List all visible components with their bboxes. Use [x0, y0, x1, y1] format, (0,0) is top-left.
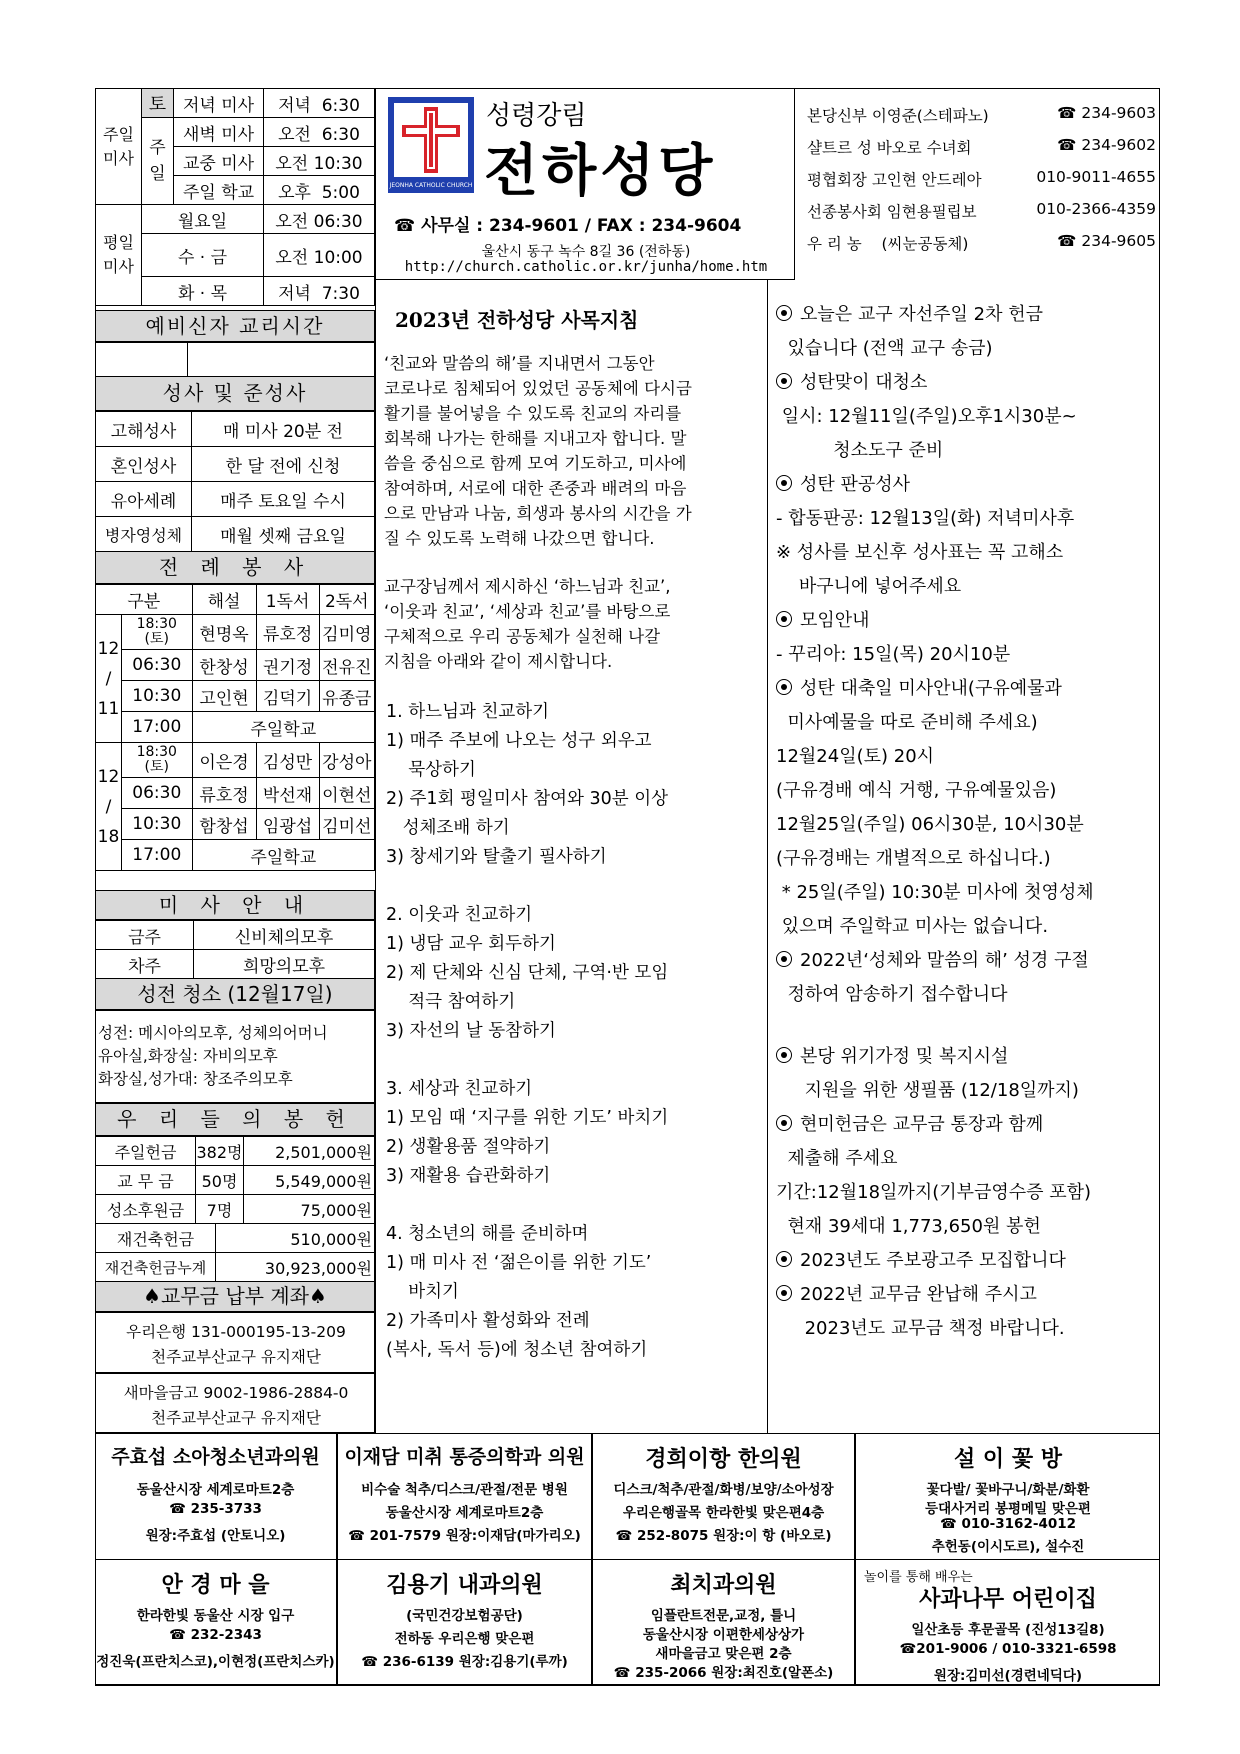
liturgy-header: 구분	[96, 585, 193, 615]
notice-line	[776, 980, 1008, 1006]
offering-title: 우 리 들 의 봉 헌	[95, 1103, 375, 1136]
pastoral-section-item: 1) 매주 주보에 나오는 성구 외우고	[386, 731, 652, 751]
bullet-icon	[776, 1115, 792, 1131]
pastoral-intro-line: 으로 만남과 나눔, 희생과 봉사의 시간을 가	[384, 504, 692, 523]
offering-name: 주일헌금	[96, 1137, 196, 1166]
mass-name: 주일 학교	[174, 176, 264, 205]
notice-text: 정하여 암송하기 접수합니다	[776, 984, 1008, 1005]
contact-phone: ☎ 234-9605	[1057, 232, 1156, 250]
liturgy-person: 박선재	[256, 778, 319, 809]
sacrament-name: 고해성사	[96, 412, 192, 447]
pastoral-section-item: 2) 주1회 평일미사 참여와 30분 이상	[386, 789, 669, 809]
liturgy-person: 함창섭	[192, 809, 256, 840]
cleaning-line: 유아실,화장실: 자비의모후	[98, 1047, 278, 1065]
liturgy-time: 17:00	[122, 840, 193, 871]
notice-text: 기간:12월18일까지(기부금영수증 포함)	[776, 1182, 1092, 1203]
notice-line	[776, 334, 993, 360]
liturgy-person: 현명옥	[192, 615, 256, 650]
liturgy-header: 해설	[192, 585, 256, 615]
pastoral-section-item: 2) 제 단체와 신심 단체, 구역·반 모임	[386, 963, 669, 983]
cleaning-title: 성전 청소 (12월17일)	[95, 978, 375, 1010]
liturgy-time: 06:30	[122, 778, 193, 809]
bullet-icon	[776, 1285, 792, 1301]
pastoral-intro-line: 코로나로 침체되어 있었던 공동체에 다시금	[384, 379, 692, 398]
liturgy-person: 전유진	[319, 650, 374, 681]
ad-line: (국민건강보험공단)	[406, 1608, 523, 1624]
notice-line	[776, 878, 1094, 904]
notices-column	[767, 280, 1160, 1433]
pastoral-section-item: 묵상하기	[386, 760, 476, 780]
pastoral-column	[375, 280, 767, 1433]
liturgy-person: 임광섭	[256, 809, 319, 840]
weekday-time: 저녁 7:30	[264, 277, 375, 306]
notice-text: (구유경배 예식 거행, 구유예물있음)	[776, 780, 1057, 801]
ad-line: 일산초등 후문골목 (진성13길8)	[911, 1622, 1105, 1638]
notice-text: 오늘은 교구 자선주일 2차 헌금	[800, 304, 1043, 325]
sacraments-table	[95, 411, 375, 552]
ad-title: 최치과의원	[670, 1573, 777, 1598]
pastoral-intro2-line: ‘이웃과 친교’, ‘세상과 친교’를 바탕으로	[384, 602, 671, 621]
pastoral-section-head: 1. 하느님과 친교하기	[386, 702, 550, 722]
offering-amount: 2,501,000원	[244, 1137, 375, 1166]
logo-caption: 성령강림	[486, 101, 587, 131]
church-logo-icon	[388, 97, 474, 193]
liturgy-person: 한창성	[192, 650, 256, 681]
account-line: 우리은행 131-000195-13-209	[126, 1323, 346, 1341]
ad-line: ☎ 232-2343	[169, 1627, 262, 1643]
contact-phone: ☎ 234-9603	[1057, 104, 1156, 122]
weekday-mass-label: 평일 미사	[96, 205, 142, 306]
notice-text: 제출해 주세요	[776, 1148, 898, 1169]
contact-phone: 010-9011-4655	[1036, 168, 1156, 186]
notice-heading	[776, 368, 927, 394]
liturgy-person: 강성아	[319, 743, 374, 778]
pastoral-intro-line: ‘친교와 말씀의 해’를 지내면서 그동안	[384, 354, 655, 373]
sacrament-name: 유아세례	[96, 482, 192, 517]
notice-text: 2022년‘성체와 말씀의 해’ 성경 구절	[800, 950, 1089, 971]
mass-time: 저녁 6:30	[264, 89, 375, 118]
weekday-time: 오전 06:30	[264, 205, 375, 234]
notice-line	[776, 1076, 1079, 1102]
ad-line: 추헌동(이시도르), 설수진	[931, 1539, 1085, 1555]
sunday-mass-label: 주일 미사	[96, 89, 142, 205]
notice-text: 성탄 판공성사	[800, 474, 911, 495]
ad-box	[95, 1560, 337, 1686]
mass-times-table	[95, 88, 375, 306]
ad-line: ☎ 201-7579 원장:이재담(마가리오)	[348, 1528, 581, 1544]
offering-name: 재건축헌금	[96, 1224, 216, 1253]
notice-heading	[776, 1110, 1043, 1136]
notice-heading	[776, 300, 1043, 326]
pastoral-section-item: 바치기	[386, 1282, 459, 1302]
notice-line	[776, 538, 1063, 564]
liturgy-person: 류호정	[192, 778, 256, 809]
ad-pretitle: 놀이를 통해 배우는	[864, 1570, 973, 1585]
ad-line: 동울산시장 세계로마트2층	[136, 1482, 295, 1498]
liturgy-time: 06:30	[122, 650, 193, 681]
liturgy-date: 12 / 11	[96, 615, 122, 743]
logo-small-text: JEONHA CATHOLIC CHURCH	[389, 182, 473, 189]
mass-guide-week: 차주	[96, 950, 194, 979]
ad-line: 새마을금고 맞은편 2층	[655, 1646, 792, 1662]
ad-line: ☎ 252-8075 원장:이 항 (바오로)	[615, 1528, 832, 1544]
contacts	[795, 88, 1160, 280]
ad-box	[592, 1560, 855, 1686]
liturgy-time: 17:00	[122, 712, 193, 743]
sacrament-value: 매 미사 20분 전	[192, 412, 375, 447]
mass-guide-table	[95, 920, 375, 979]
pastoral-section-item: 3) 재활용 습관화하기	[386, 1166, 551, 1186]
notice-heading	[776, 1042, 1008, 1068]
notice-line	[776, 640, 1010, 666]
notice-line	[776, 1178, 1091, 1204]
church-name: 전하성당	[484, 138, 717, 204]
catechumen-title: 예비신자 교리시간	[95, 310, 375, 342]
notice-text: 성탄 대축일 미사안내(구유예물과	[800, 678, 1062, 699]
ad-title: 이재담 미취 통증의학과 의원	[344, 1446, 585, 1468]
liturgy-table	[95, 584, 375, 871]
ad-line: 등대사거리 봉평메밀 맞은편	[925, 1501, 1091, 1517]
sacrament-value: 한 달 전에 신청	[192, 447, 375, 482]
pastoral-title: 2023년 전하성당 사목지침	[395, 308, 639, 332]
pastoral-intro-line: 활기를 불어넣을 수 있도록 친교의 자리를	[384, 404, 682, 423]
offering-name: 재건축헌금누계	[96, 1253, 216, 1282]
sun-label: 주 일	[142, 118, 174, 205]
notice-line	[776, 572, 961, 598]
pastoral-section-item: 적극 참여하기	[386, 992, 516, 1012]
offering-amount: 5,549,000원	[244, 1166, 375, 1195]
bullet-icon	[776, 373, 792, 389]
ad-title: 사과나무 어린이집	[919, 1587, 1097, 1612]
mass-name: 저녁 미사	[174, 89, 264, 118]
phone-line: ☎ 사무실 : 234-9601 / FAX : 234-9604	[394, 216, 742, 236]
liturgy-time: 10:30	[122, 681, 193, 712]
offering-count: 50명	[196, 1166, 244, 1195]
liturgy-person: 류호정	[256, 615, 319, 650]
pastoral-section-head: 4. 청소년의 해를 준비하며	[386, 1224, 589, 1244]
notice-heading	[776, 674, 1062, 700]
offering-table	[95, 1136, 375, 1224]
bullet-icon	[776, 679, 792, 695]
notice-text: ※ 성사를 보신후 성사표는 꼭 고해소	[776, 542, 1064, 563]
notice-line	[776, 776, 1056, 802]
notice-text: 모임안내	[800, 610, 870, 631]
notice-text: 성탄맞이 대청소	[800, 372, 928, 393]
ad-title: 김용기 내과의원	[386, 1573, 543, 1598]
liturgy-person: 김성만	[256, 743, 319, 778]
notice-line	[776, 742, 934, 768]
weekday: 화 · 목	[142, 277, 264, 306]
notice-heading	[776, 606, 870, 632]
notice-text: 일시: 12월11일(주일)오후1시30분~	[776, 406, 1077, 427]
notice-text: * 25일(주일) 10:30분 미사에 첫영성체	[776, 882, 1094, 903]
liturgy-person: 이은경	[192, 743, 256, 778]
mass-name: 교중 미사	[174, 147, 264, 176]
pastoral-section-item: 2) 생활용품 절약하기	[386, 1137, 551, 1157]
ad-line: 우리은행골목 한라한빛 맞은편4층	[622, 1505, 825, 1521]
notice-line	[776, 1212, 1041, 1238]
ad-line: 디스크/척추/관절/화병/보양/소아성장	[613, 1482, 834, 1498]
mass-name: 새벽 미사	[174, 118, 264, 147]
pastoral-section-item: 1) 모임 때 ‘지구를 위한 기도’ 바치기	[386, 1108, 669, 1128]
pastoral-section-item: 2) 가족미사 활성화와 전례	[386, 1311, 590, 1331]
liturgy-time: 18:30 (토)	[122, 615, 193, 650]
liturgy-person: 이현선	[319, 778, 374, 809]
liturgy-person: 김미선	[319, 809, 374, 840]
liturgy-date: 12 / 18	[96, 743, 122, 871]
catechumen-table	[95, 342, 375, 377]
mass-time: 오후 5:00	[264, 176, 375, 205]
ad-line: 동울산시장 이편한세상상가	[642, 1627, 805, 1643]
ad-line: 동울산시장 세계로마트2층	[385, 1505, 544, 1521]
pastoral-section-head: 3. 세상과 친교하기	[386, 1079, 533, 1099]
notice-heading	[776, 470, 910, 496]
cleaning-box	[95, 1010, 375, 1103]
offering-amount: 30,923,000원	[216, 1253, 375, 1282]
bullet-icon	[776, 305, 792, 321]
ad-line: 꽃다발/ 꽃바구니/화분/화환	[926, 1482, 1090, 1498]
pastoral-section-head: 2. 이웃과 친교하기	[386, 905, 533, 925]
bullet-icon	[776, 1047, 792, 1063]
cleaning-line: 성전: 메시아의모후, 성체의어머니	[98, 1024, 328, 1042]
pastoral-section-item: 1) 냉담 교우 회두하기	[386, 934, 556, 954]
ad-title: 안 경 마 을	[161, 1573, 270, 1598]
pastoral-section-item: (복사, 독서 등)에 청소년 참여하기	[386, 1340, 648, 1360]
ad-box	[337, 1434, 592, 1560]
ad-line: ☎201-9006 / 010-3321-6598	[899, 1641, 1117, 1657]
notice-text: 현재 39세대 1,773,650원 봉헌	[776, 1216, 1041, 1237]
notice-line	[776, 844, 1051, 870]
pastoral-section-item: 1) 매 미사 전 ‘젊은이를 위한 기도’	[386, 1253, 652, 1273]
contact-name: 평협회장 고인현 안드레아	[807, 171, 982, 189]
sacrament-value: 매월 셋째 금요일	[192, 517, 375, 552]
ad-title: 경희이항 한의원	[645, 1447, 802, 1472]
bullet-icon	[776, 611, 792, 627]
account-title: ♠교무금 납부 계좌♠	[95, 1281, 375, 1312]
pastoral-intro-line: 참여하며, 서로에 대한 존중과 배려의 마음	[384, 479, 687, 498]
ads-section	[95, 1433, 1160, 1685]
weekday-time: 오전 10:00	[264, 234, 375, 277]
ad-box	[95, 1434, 337, 1560]
liturgy-time: 10:30	[122, 809, 193, 840]
notice-text: 있으며 주일학교 미사는 없습니다.	[776, 916, 1049, 937]
notice-line	[776, 912, 1048, 938]
ad-line: ☎ 235-2066 원장:최진호(알폰소)	[613, 1665, 834, 1681]
liturgy-person: 김덕기	[256, 681, 319, 712]
liturgy-sunday-school: 주일학교	[192, 840, 374, 871]
pastoral-intro-line: 질 수 있도록 노력해 나갔으면 합니다.	[384, 529, 655, 548]
pastoral-section-item: 3) 자선의 날 동참하기	[386, 1021, 556, 1041]
notice-text: 12월25일(주일) 06시30분, 10시30분	[776, 814, 1084, 835]
sacraments-title: 성사 및 준성사	[95, 376, 375, 411]
notice-text: 2022년 교무금 완납해 주시고	[800, 1284, 1037, 1305]
sacrament-value: 매주 토요일 수시	[192, 482, 375, 517]
account-line: 새마을금고 9002-1986-2884-0	[123, 1384, 349, 1402]
notice-heading	[776, 1280, 1037, 1306]
ad-line: 비수술 척추/디스크/관절/전문 병원	[361, 1482, 568, 1498]
ad-line: 전하동 우리은행 맞은편	[394, 1631, 535, 1647]
address: 울산시 동구 녹수 8길 36 (전하동)	[481, 244, 691, 260]
homepage-link[interactable]: http://church.catholic.or.kr/junha/home.htm	[404, 259, 768, 275]
account-box-2	[95, 1373, 375, 1433]
pastoral-intro2-line: 교구장님께서 제시하신 ‘하느님과 친교’,	[384, 577, 671, 596]
ad-title: 설 이 꽃 방	[954, 1447, 1062, 1472]
mass-guide-week: 금주	[96, 921, 194, 950]
liturgy-sunday-school: 주일학교	[192, 712, 374, 743]
offering-count: 382명	[196, 1137, 244, 1166]
notice-heading	[776, 1246, 1066, 1272]
notice-line	[776, 402, 1077, 428]
notice-text: 청소도구 준비	[776, 440, 944, 461]
liturgy-person: 고인현	[192, 681, 256, 712]
notice-text: 있습니다 (전액 교구 송금)	[776, 338, 993, 359]
ad-line: 정진욱(프란치스코),이현정(프란치스카)	[96, 1654, 335, 1670]
notice-text: 2023년도 주보광고주 모집합니다	[800, 1250, 1066, 1271]
ad-line: 원장:주효섭 (안토니오)	[145, 1528, 286, 1544]
liturgy-time: 18:30 (토)	[122, 743, 193, 778]
pastoral-intro-line: 회복해 나가는 한해를 지내고자 합니다. 말	[384, 429, 687, 448]
contact-name: 선종봉사회 임현용필립보	[807, 203, 977, 221]
notice-text: 미사예물을 따로 준비해 주세요)	[776, 712, 1038, 733]
notice-line	[776, 436, 943, 462]
liturgy-header: 1독서	[256, 585, 319, 615]
ad-box	[855, 1560, 1160, 1686]
cleaning-line: 화장실,성가대: 창조주의모후	[98, 1070, 293, 1088]
notice-heading	[776, 946, 1089, 972]
bullet-icon	[776, 951, 792, 967]
account-line: 천주교부산교구 유지재단	[151, 1409, 321, 1427]
mass-time: 오전 10:30	[264, 147, 375, 176]
offering-amount: 510,000원	[216, 1224, 375, 1253]
bullet-icon	[776, 475, 792, 491]
offering-amount: 75,000원	[244, 1195, 375, 1224]
notice-text: 2023년도 교무금 책정 바랍니다.	[776, 1318, 1065, 1339]
liturgy-title: 전 례 봉 사	[95, 551, 375, 584]
sacrament-name: 혼인성사	[96, 447, 192, 482]
sacrament-name: 병자영성체	[96, 517, 192, 552]
mass-guide-group: 희망의모후	[194, 950, 375, 979]
offering-table-2	[95, 1223, 375, 1282]
notice-text: 12월24일(토) 20시	[776, 746, 935, 767]
ad-title: 주효섭 소아청소년과의원	[111, 1446, 320, 1468]
weekday: 월요일	[142, 205, 264, 234]
notice-text: - 꾸리아: 15일(목) 20시10분	[776, 644, 1011, 665]
ad-line: ☎ 235-3733	[169, 1501, 262, 1517]
notice-line	[776, 1314, 1065, 1340]
notice-text: (구유경배는 개별적으로 하십니다.)	[776, 848, 1051, 869]
notice-text: 본당 위기가정 및 복지시설	[800, 1046, 1009, 1067]
notice-line	[776, 708, 1038, 734]
notice-text: 지원을 위한 생필품 (12/18일까지)	[776, 1080, 1079, 1101]
pastoral-intro-line: 씀을 중심으로 함께 모여 기도하고, 미사에	[384, 454, 687, 473]
notice-text: 바구니에 넣어주세요	[776, 576, 962, 597]
liturgy-person: 권기정	[256, 650, 319, 681]
offering-name: 교 무 금	[96, 1166, 196, 1195]
header-center	[375, 88, 795, 280]
sat-label: 토	[142, 89, 174, 118]
pastoral-section-item: 3) 창세기와 탈출기 필사하기	[386, 847, 607, 867]
account-line: 천주교부산교구 유지재단	[151, 1348, 321, 1366]
offering-name: 성소후원금	[96, 1195, 196, 1224]
account-box-1	[95, 1312, 375, 1373]
pastoral-section-item: 성체조배 하기	[386, 818, 510, 838]
contact-name: 샬트르 성 바오로 수녀회	[807, 139, 972, 157]
ad-box	[855, 1434, 1160, 1560]
offering-count: 7명	[196, 1195, 244, 1224]
ad-line: ☎ 010-3162-4012	[939, 1516, 1077, 1532]
notice-text: - 합동판공: 12월13일(화) 저녁미사후	[776, 508, 1075, 529]
ad-line: 임플란트전문,교정, 틀니	[650, 1608, 797, 1624]
notice-text: 현미헌금은 교무금 통장과 함께	[800, 1114, 1044, 1135]
contact-name: 본당신부 이영준(스테파노)	[807, 107, 989, 125]
notice-line	[776, 1144, 898, 1170]
notice-line	[776, 810, 1084, 836]
liturgy-person: 김미영	[319, 615, 374, 650]
pastoral-intro2-line: 구체적으로 우리 공동체가 실천해 나갈	[384, 627, 661, 646]
contact-phone: 010-2366-4359	[1036, 200, 1156, 218]
bullet-icon	[776, 1251, 792, 1267]
ad-line: ☎ 236-6139 원장:김용기(루까)	[361, 1654, 568, 1670]
ad-box	[592, 1434, 855, 1560]
contact-name: 우 리 농 (씨눈공동체)	[807, 235, 969, 253]
ad-box	[337, 1560, 592, 1686]
mass-guide-group: 신비체의모후	[194, 921, 375, 950]
mass-guide-title: 미 사 안 내	[95, 890, 375, 920]
ad-line: 한라한빛 동울산 시장 입구	[136, 1608, 295, 1624]
notice-line	[776, 504, 1074, 530]
liturgy-person: 유종금	[319, 681, 374, 712]
contact-phone: ☎ 234-9602	[1057, 136, 1156, 154]
ad-line: 원장:김미선(경련네딕다)	[933, 1668, 1083, 1684]
mass-time: 오전 6:30	[264, 118, 375, 147]
pastoral-intro2-line: 지침을 아래와 같이 제시합니다.	[384, 652, 613, 671]
liturgy-header: 2독서	[319, 585, 374, 615]
weekday: 수 · 금	[142, 234, 264, 277]
